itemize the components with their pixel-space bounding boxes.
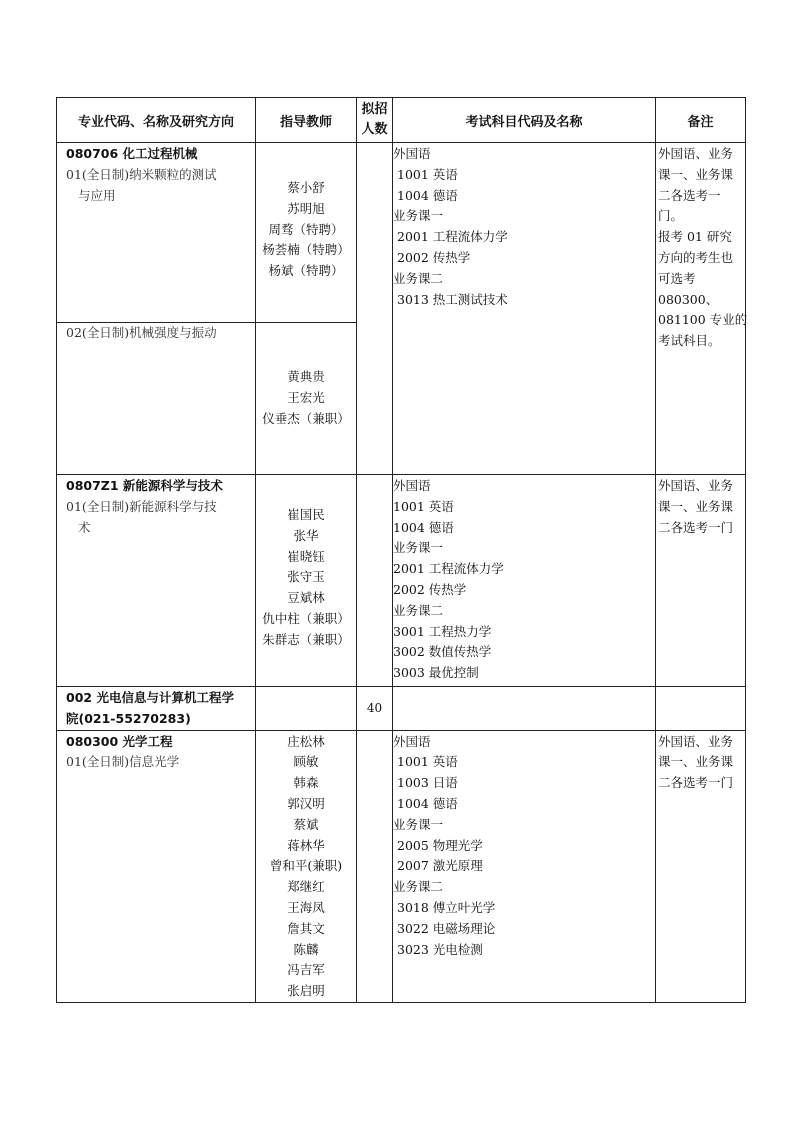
- exam-subject: 2005 物理光学: [397, 837, 483, 853]
- table-row: [57, 143, 746, 323]
- direction-line: 01(全日制)信息光学: [66, 754, 180, 770]
- advisor-name: 苏明旭: [287, 200, 325, 216]
- exam-group: 业务课一: [393, 816, 444, 832]
- note-line: 门。: [658, 208, 684, 224]
- note-line: 可选考: [658, 270, 696, 286]
- note-line: 081100 专业的: [658, 312, 748, 328]
- exam-subject: 1004 德语: [397, 795, 458, 811]
- exam-cell: [393, 730, 656, 1002]
- header-quota: [357, 98, 393, 143]
- advisor-cell: [256, 475, 357, 687]
- advisor-name: 蒋林华: [287, 837, 325, 853]
- header-row: [57, 98, 746, 143]
- quota-cell: [357, 730, 393, 1002]
- advisor-name: 仪垂杰（兼职）: [262, 410, 350, 426]
- exam-subject: 2001 工程流体力学: [393, 561, 504, 577]
- exam-subject: 1001 英语: [393, 498, 454, 514]
- note-line: 二各选考一门: [658, 519, 734, 535]
- notes-cell: [656, 475, 746, 687]
- header-notes: 备注: [656, 98, 746, 143]
- college-row: [57, 687, 746, 731]
- exam-subject: 3013 热工测试技术: [397, 291, 508, 307]
- note-line: 报考 01 研究: [658, 229, 732, 245]
- major-title: 080706 化工过程机械: [66, 146, 198, 161]
- advisor-name: 黄典贵: [287, 369, 325, 384]
- major-cell: [57, 143, 256, 323]
- advisor-name: 张守玉: [287, 569, 325, 585]
- note-line: 080300、: [658, 291, 719, 307]
- college-phone: 院(021-55270283): [66, 710, 191, 726]
- exam-subject: 1004 德语: [393, 519, 454, 535]
- advisor-name: 杨斌（特聘）: [268, 263, 344, 279]
- advisor-name: 张华: [293, 527, 319, 543]
- header-exam: 考试科目代码及名称: [393, 98, 656, 143]
- major-cell: [57, 475, 256, 687]
- table-row: [57, 730, 746, 1002]
- note-line: 二各选考一: [658, 187, 721, 203]
- exam-subject: 2002 传热学: [397, 249, 471, 265]
- college-name: 002 光电信息与计算机工程学: [66, 690, 234, 705]
- exam-subject: 1001 英语: [397, 754, 458, 770]
- exam-subject: 2001 工程流体力学: [397, 229, 508, 245]
- direction-line: 与应用: [78, 187, 116, 203]
- advisor-name: 蔡斌: [293, 816, 319, 832]
- major-cell: [57, 323, 256, 475]
- notes-cell: [656, 143, 746, 475]
- advisor-name: 崔国民: [287, 507, 325, 522]
- notes-cell: [656, 730, 746, 1002]
- advisor-name: 郭汉明: [287, 795, 325, 811]
- exam-subject: 3003 最优控制: [393, 665, 479, 681]
- note-line: 课一、业务课: [658, 498, 734, 514]
- advisor-name: 杨荟楠（特聘）: [262, 242, 350, 258]
- note-line: 外国语、业务: [658, 146, 734, 161]
- college-cell: [57, 687, 256, 731]
- exam-group: 业务课一: [393, 208, 444, 224]
- exam-subject: 3022 电磁场理论: [397, 920, 496, 936]
- exam-group: 外国语: [393, 733, 431, 749]
- direction-line: 02(全日制)机械强度与振动: [66, 325, 217, 340]
- note-line: 课一、业务课: [658, 166, 734, 182]
- exam-subject: 2002 传热学: [393, 581, 467, 597]
- header-quota-line1: 拟招: [361, 102, 388, 117]
- exam-subject: 3001 工程热力学: [393, 623, 492, 639]
- advisor-name: 朱群志（兼职）: [262, 631, 350, 647]
- note-line: 外国语、业务: [658, 478, 734, 493]
- advisor-cell: [256, 143, 357, 323]
- advisor-name: 陈麟: [293, 941, 319, 957]
- exam-group: 业务课一: [393, 540, 444, 556]
- note-line: 课一、业务课: [658, 754, 734, 770]
- advisor-name: 王海凤: [287, 899, 325, 915]
- quota-cell: [357, 687, 393, 731]
- notes-cell: [656, 687, 746, 731]
- advisor-name: 庄松林: [287, 733, 325, 749]
- quota-cell: [357, 143, 393, 475]
- advisor-name: 郑继红: [287, 879, 325, 895]
- advisor-name: 冯吉军: [287, 962, 325, 978]
- exam-group: 业务课二: [393, 270, 444, 286]
- exam-subject: 3023 光电检测: [397, 941, 483, 957]
- advisor-name: 崔晓钰: [287, 548, 325, 564]
- direction-line: 术: [78, 519, 91, 535]
- exam-cell: [393, 143, 656, 475]
- exam-subject: 1003 日语: [397, 775, 458, 791]
- advisor-name: 周骛（特聘）: [268, 221, 344, 237]
- advisor-cell: [256, 687, 357, 731]
- header-major: 专业代码、名称及研究方向: [57, 98, 256, 143]
- header-advisor: 指导教师: [256, 98, 357, 143]
- advisor-name: 王宏光: [287, 389, 325, 405]
- exam-cell: [393, 687, 656, 731]
- note-line: 考试科目。: [658, 333, 721, 349]
- quota-value: 40: [366, 701, 383, 716]
- catalog-table: [56, 97, 746, 1003]
- exam-group: 外国语: [393, 146, 431, 161]
- exam-cell: [393, 475, 656, 687]
- advisor-name: 曾和平(兼职): [269, 858, 343, 874]
- major-cell: [57, 730, 256, 1002]
- advisor-name: 蔡小舒: [287, 180, 325, 195]
- note-line: 方向的考生也: [658, 249, 734, 265]
- advisor-name: 仇中柱（兼职）: [262, 610, 350, 626]
- advisor-name: 豆斌林: [287, 590, 325, 606]
- exam-subject: 3002 数值传热学: [393, 644, 492, 660]
- note-line: 二各选考一门: [658, 775, 734, 791]
- exam-subject: 2007 激光原理: [397, 858, 483, 874]
- major-title: 0807Z1 新能源科学与技术: [66, 478, 223, 493]
- advisor-name: 詹其文: [287, 920, 325, 936]
- direction-line: 01(全日制)新能源科学与技: [66, 498, 217, 514]
- exam-group: 业务课二: [393, 879, 444, 895]
- advisor-name: 张启明: [287, 983, 325, 999]
- advisor-cell: [256, 323, 357, 475]
- advisor-cell: [256, 730, 357, 1002]
- exam-subject: 3018 傅立叶光学: [397, 899, 496, 915]
- exam-subject: 1001 英语: [397, 166, 458, 182]
- quota-cell: [357, 475, 393, 687]
- note-line: 外国语、业务: [658, 733, 734, 749]
- header-quota-line2: 人数: [361, 122, 388, 137]
- table-row: [57, 475, 746, 687]
- exam-group: 业务课二: [393, 602, 444, 618]
- exam-subject: 1004 德语: [397, 187, 458, 203]
- advisor-name: 顾敏: [293, 754, 319, 770]
- direction-line: 01(全日制)纳米颗粒的测试: [66, 166, 217, 182]
- major-title: 080300 光学工程: [66, 733, 173, 749]
- advisor-name: 韩森: [293, 775, 319, 791]
- exam-group: 外国语: [393, 478, 431, 493]
